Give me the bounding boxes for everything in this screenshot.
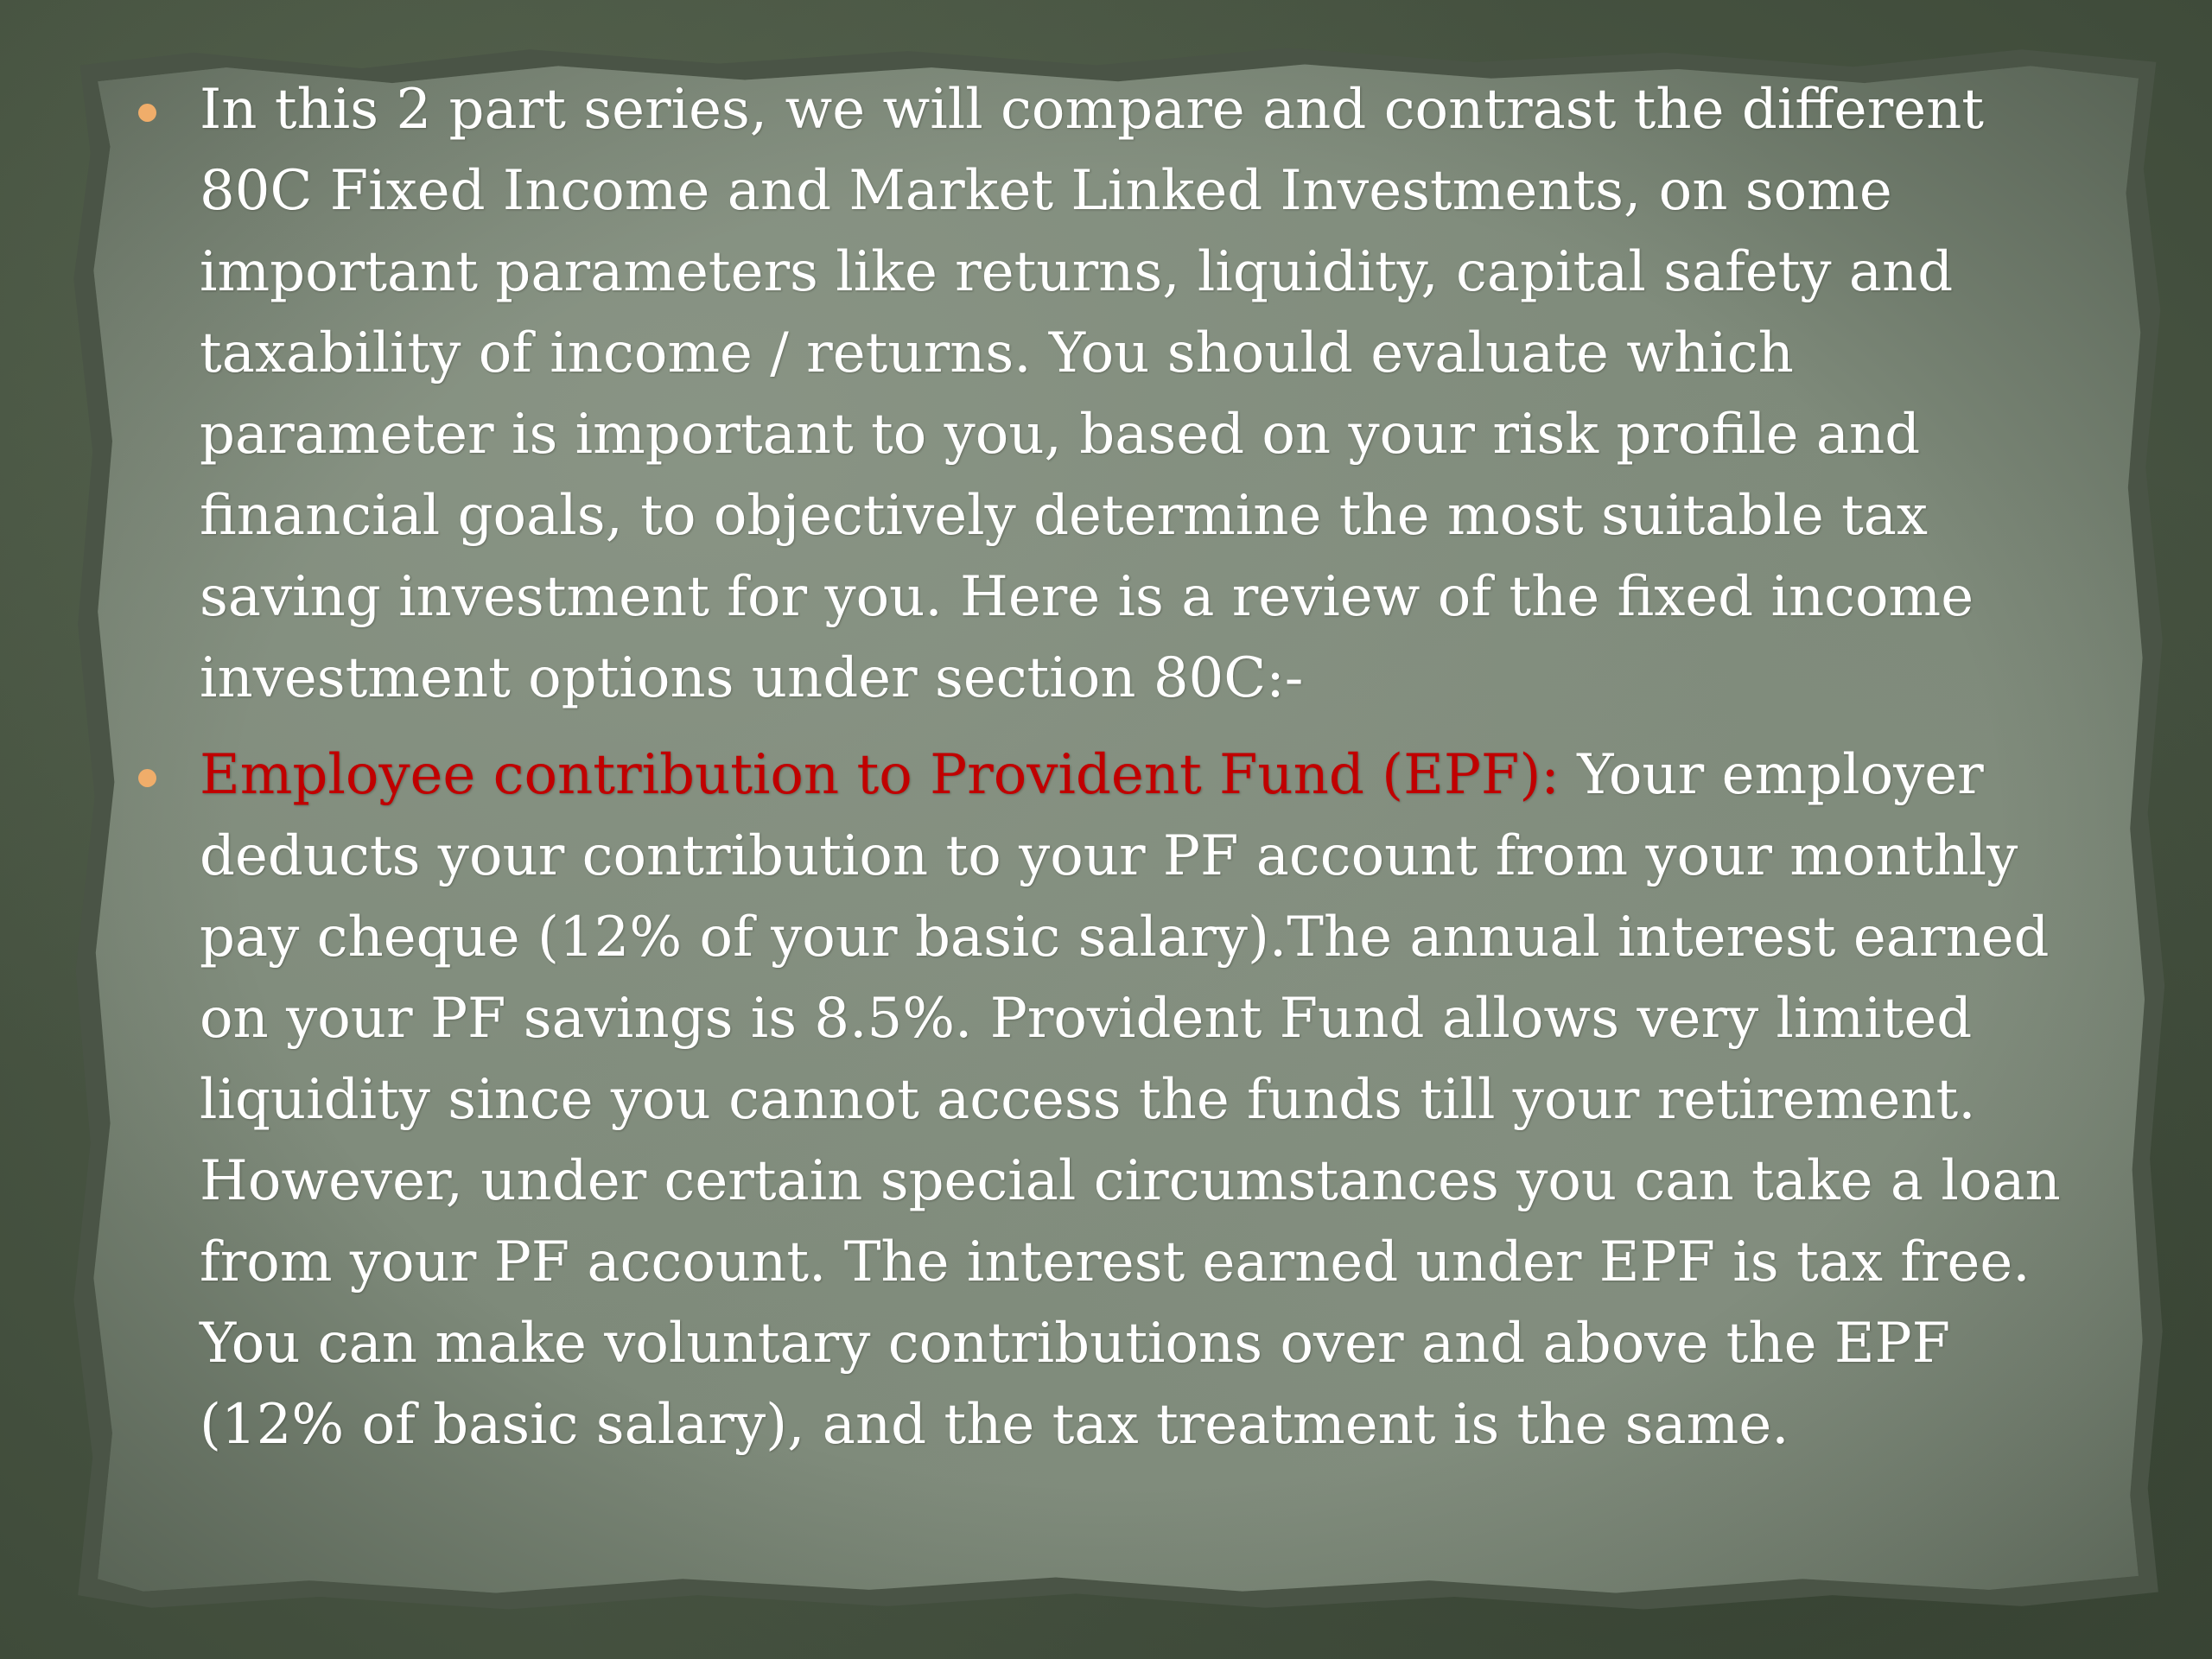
slide-content	[130, 69, 2082, 1481]
bullet-dot-icon	[138, 769, 156, 787]
bullet-text: In this 2 part series, we will compare and contrast the different 80C Fixed Income and Market Linked Investments, on some important parameters like returns, liquidity, capital safety and taxability of income / returns. You should evaluate which parameter is important to you, based on your risk profile and financial goals, to objectively determine the most suitable tax saving investment for you. Here is a review of the fixed income investment options under section 80C:-	[200, 78, 1984, 710]
bullet-heading: Employee contribution to Provident Fund (EPF):	[200, 743, 1560, 807]
bullet-item-epf	[130, 734, 2082, 1465]
bullet-item-intro	[130, 69, 2082, 719]
bullet-text: Your employer deducts your contribution to your PF account from your monthly pay cheque (12% of your basic salary).The annual interest earned on your PF savings is 8.5%. Provident Fund allows very limited liquidity since you cannot access the funds till your retirement. However, under certain special circumstances you can take a loan from your PF account. The interest earned under EPF is tax free. You can make voluntary contributions over and above the EPF (12% of basic salary), and the tax treatment is the same.	[200, 743, 2061, 1457]
bullet-dot-icon	[138, 104, 156, 122]
